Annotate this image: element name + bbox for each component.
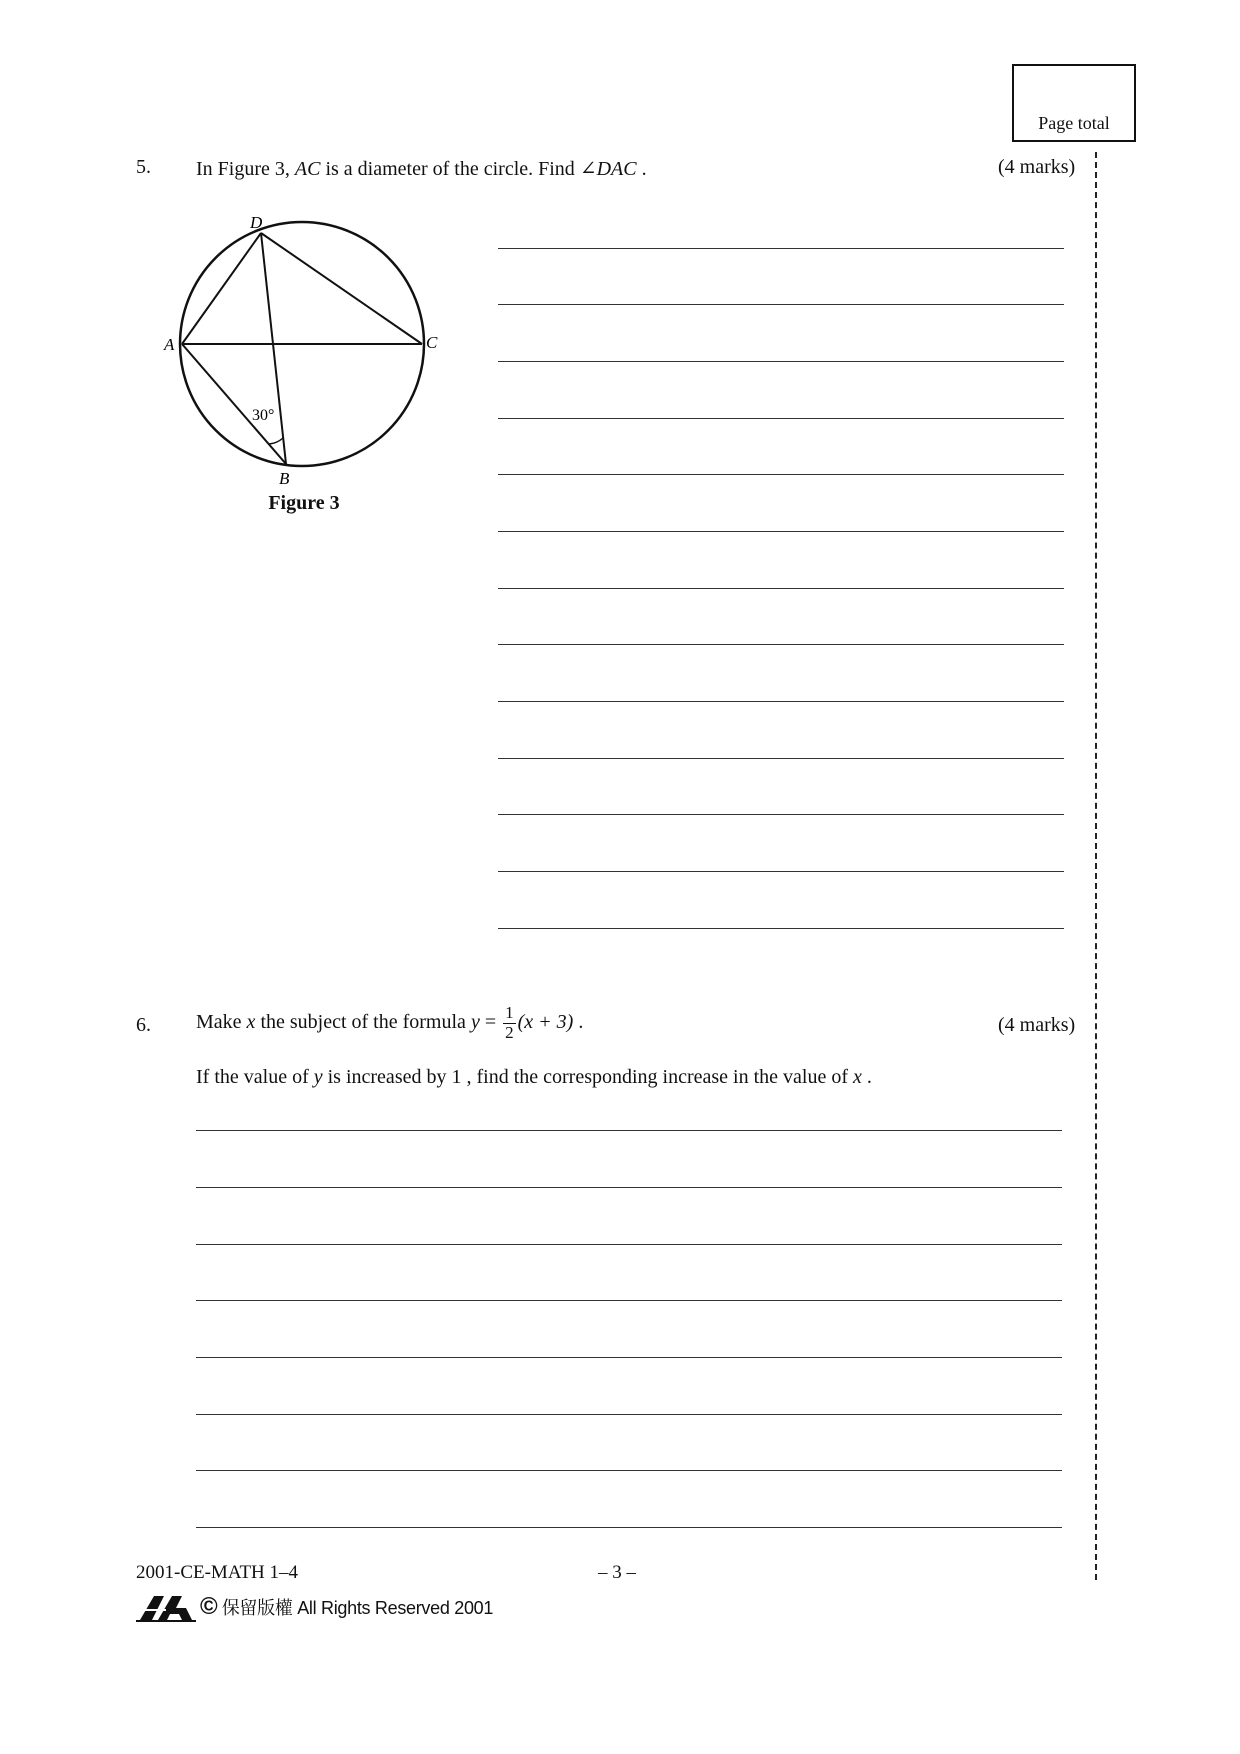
- figure-3: [156, 206, 456, 486]
- question-6-text: [196, 1004, 583, 1042]
- question-6-number: 6.: [136, 1014, 151, 1036]
- question-6-var-x: x: [246, 1010, 256, 1033]
- answer-line[interactable]: [196, 1470, 1062, 1471]
- answer-line[interactable]: [196, 1244, 1062, 1245]
- answer-line[interactable]: [196, 1187, 1062, 1188]
- answer-line[interactable]: [196, 1357, 1062, 1358]
- point-label-b: B: [279, 469, 290, 486]
- chord-db: [261, 233, 286, 464]
- chord-dc: [261, 233, 422, 344]
- figure-3-caption: Figure 3: [268, 492, 340, 514]
- question-6-part2-middle: is increased by 1 , find the corresponding increase in the value of: [322, 1066, 854, 1088]
- question-6-part2-after: .: [861, 1066, 872, 1088]
- point-label-a: A: [164, 335, 175, 354]
- answer-line[interactable]: [498, 871, 1064, 872]
- fraction-denominator: 2: [505, 1022, 514, 1042]
- question-5-text-after: .: [636, 158, 647, 180]
- answer-line[interactable]: [498, 474, 1064, 475]
- answer-line[interactable]: [196, 1300, 1062, 1301]
- answer-line[interactable]: [498, 588, 1064, 589]
- answer-line[interactable]: [498, 248, 1064, 249]
- footer-page-number: – 3 –: [598, 1562, 636, 1583]
- angle-arc: [269, 438, 283, 444]
- question-6-var-y: y: [313, 1066, 323, 1088]
- question-6-part2: [196, 1066, 872, 1089]
- question-6-part1-middle: the subject of the formula: [255, 1010, 471, 1033]
- formula-lhs: y: [470, 1010, 480, 1033]
- formula-fraction: [503, 1004, 516, 1042]
- point-label-d: D: [250, 213, 263, 232]
- question-6-part1-after: .: [573, 1010, 584, 1033]
- question-5-var-ac: AC: [294, 158, 321, 180]
- formula-rhs: (x + 3): [517, 1010, 574, 1033]
- answer-line[interactable]: [196, 1414, 1062, 1415]
- page-total-label: Page total: [1038, 113, 1110, 133]
- question-5-text-before: In Figure 3,: [196, 158, 295, 180]
- hkeaa-logo-icon: [136, 1590, 196, 1624]
- answer-line[interactable]: [498, 644, 1064, 645]
- page-total-box: [1012, 64, 1136, 142]
- answer-line[interactable]: [196, 1527, 1062, 1528]
- margin-rule: [1095, 152, 1097, 1580]
- copyright-icon: ©: [200, 1593, 218, 1620]
- answer-line[interactable]: [498, 758, 1064, 759]
- question-6-part1-before: Make: [196, 1010, 247, 1033]
- question-6-part2-before: If the value of: [196, 1066, 314, 1088]
- question-5-number: 5.: [136, 156, 151, 178]
- question-5-marks: (4 marks): [998, 156, 1076, 178]
- figure-3-diagram: [156, 206, 456, 486]
- question-5-text-middle: is a diameter of the circle. Find: [320, 158, 580, 180]
- copyright-text: 保留版權 All Rights Reserved 2001: [221, 1598, 494, 1618]
- answer-line[interactable]: [498, 304, 1064, 305]
- answer-line[interactable]: [498, 418, 1064, 419]
- footer-paper-code: 2001-CE-MATH 1–4: [136, 1562, 299, 1583]
- angle-label-30: 30°: [252, 407, 275, 424]
- fraction-numerator: 1: [505, 1003, 514, 1022]
- point-label-c: C: [426, 333, 438, 352]
- answer-line[interactable]: [498, 701, 1064, 702]
- question-6-marks: (4 marks): [998, 1014, 1076, 1036]
- answer-line[interactable]: [498, 361, 1064, 362]
- answer-line[interactable]: [196, 1130, 1062, 1131]
- question-6-var-x2: x: [853, 1066, 862, 1088]
- answer-line[interactable]: [498, 928, 1064, 929]
- answer-line[interactable]: [498, 531, 1064, 532]
- answer-line[interactable]: [498, 814, 1064, 815]
- footer-copyright: [136, 1590, 493, 1624]
- formula-eq: =: [479, 1010, 502, 1033]
- question-5-text: [196, 156, 647, 181]
- question-5-angle: ∠DAC: [579, 158, 637, 180]
